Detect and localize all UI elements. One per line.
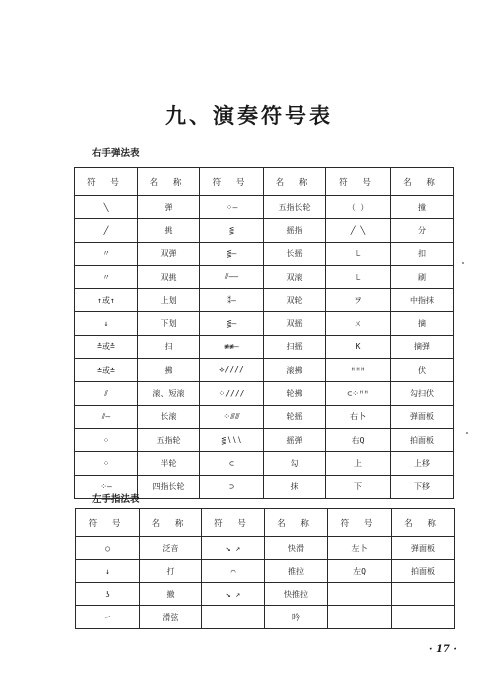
symbol-cell: ⋚ xyxy=(200,219,264,242)
name-cell: 弹 xyxy=(138,196,200,219)
name-cell: 撤 xyxy=(140,583,202,606)
name-cell: 快推拉 xyxy=(265,583,328,606)
name-cell: 长滚 xyxy=(138,405,200,428)
column-header: 符 号 xyxy=(75,168,138,196)
name-cell: 半轮 xyxy=(138,452,200,475)
column-header: 符 号 xyxy=(202,509,265,537)
table-header-row xyxy=(75,168,454,196)
name-cell: 上划 xyxy=(138,289,200,312)
page-title: 九、演奏符号表 xyxy=(165,103,333,128)
symbol-cell: ⫽— xyxy=(75,405,138,428)
page-number: · 17 · xyxy=(429,644,457,655)
symbol-cell: ⫽ xyxy=(75,382,138,405)
name-cell: 轮拂 xyxy=(264,382,326,405)
name-cell: 四指长轮 xyxy=(138,475,200,498)
name-cell: 摘弹 xyxy=(391,335,454,358)
symbol-cell: ⋚∖∖∖ xyxy=(200,428,264,451)
symbol-cell: ⋚— xyxy=(200,312,264,335)
table-row xyxy=(75,219,454,242)
name-cell: 伏 xyxy=(391,359,454,382)
name-cell: 下移 xyxy=(391,475,454,498)
symbol-cell: ⁘//// xyxy=(200,382,264,405)
name-cell: 双弹 xyxy=(138,242,200,265)
symbol-cell: ↑或↑ xyxy=(75,289,138,312)
table-row xyxy=(76,606,455,629)
name-cell: 滚、短滚 xyxy=(138,382,200,405)
name-cell: 抹 xyxy=(264,475,326,498)
name-cell: 五指长轮 xyxy=(264,196,326,219)
scan-speck xyxy=(466,432,468,434)
symbol-cell: ᴴᴴᴴ xyxy=(326,359,391,382)
symbol-cell: ⁘— xyxy=(200,196,264,219)
symbol-cell: ヲ xyxy=(326,289,391,312)
table-row xyxy=(75,382,454,405)
scan-speck xyxy=(462,262,464,264)
right-hand-section-heading: 右手弹法表 xyxy=(92,148,140,159)
symbol-cell: ⟡//// xyxy=(200,359,264,382)
name-cell: 下划 xyxy=(138,312,200,335)
name-cell: 摇弹 xyxy=(264,428,326,451)
column-header: 名 称 xyxy=(264,168,326,196)
symbol-cell: ╱ xyxy=(75,219,138,242)
symbol-cell: ↓ xyxy=(75,312,138,335)
name-cell: 扣 xyxy=(391,242,454,265)
symbol-cell: ㄨ xyxy=(326,312,391,335)
name-cell: 快滑 xyxy=(265,537,328,560)
name-cell: 扫 xyxy=(138,335,200,358)
symbol-cell: ㄧ xyxy=(76,606,140,629)
symbol-cell: ⊂ xyxy=(200,452,264,475)
symbol-cell: ⁘⫻⫻ xyxy=(200,405,264,428)
symbol-cell: 〃 xyxy=(75,242,138,265)
symbol-cell: ≢≢— xyxy=(200,335,264,358)
name-cell: 摇指 xyxy=(264,219,326,242)
symbol-cell: ㇄ xyxy=(326,265,391,288)
column-header: 名 称 xyxy=(392,509,455,537)
name-cell: 勾 xyxy=(264,452,326,475)
name-cell: 泛音 xyxy=(140,537,202,560)
symbol-cell: 右卜 xyxy=(326,405,391,428)
name-cell: 推拉 xyxy=(265,560,328,583)
symbol-cell: ⌒ xyxy=(202,560,265,583)
table-header-row xyxy=(76,509,455,537)
name-cell: 五指轮 xyxy=(138,428,200,451)
name-cell: 轮摇 xyxy=(264,405,326,428)
table-row xyxy=(75,405,454,428)
symbol-cell: 上 xyxy=(326,452,391,475)
symbol-cell xyxy=(328,606,392,629)
table-row xyxy=(75,359,454,382)
table-row xyxy=(75,452,454,475)
name-cell: 勾扫伏 xyxy=(391,382,454,405)
column-header: 符 号 xyxy=(200,168,264,196)
symbol-cell: ⊃ xyxy=(200,475,264,498)
name-cell: 拂 xyxy=(138,359,200,382)
symbol-cell: 右Q xyxy=(326,428,391,451)
column-header: 符 号 xyxy=(76,509,140,537)
name-cell: 拍面板 xyxy=(392,560,455,583)
name-cell: 挑 xyxy=(138,219,200,242)
symbol-cell: ⁘ xyxy=(75,452,138,475)
column-header: 名 称 xyxy=(391,168,454,196)
name-cell: 中指抹 xyxy=(391,289,454,312)
name-cell: 扫摇 xyxy=(264,335,326,358)
column-header: 名 称 xyxy=(140,509,202,537)
name-cell: 吟 xyxy=(265,606,328,629)
name-cell: 打 xyxy=(140,560,202,583)
symbol-cell: ╱ ╲ xyxy=(326,219,391,242)
name-cell: 滑弦 xyxy=(140,606,202,629)
name-cell: 分 xyxy=(391,219,454,242)
symbol-cell: ⁘ xyxy=(75,428,138,451)
name-cell xyxy=(392,606,455,629)
symbol-cell: ↘ ↗ xyxy=(202,537,265,560)
symbol-cell: ㇄ xyxy=(326,242,391,265)
name-cell: 摘 xyxy=(391,312,454,335)
symbol-cell: K xyxy=(326,335,391,358)
name-cell: 长摇 xyxy=(264,242,326,265)
symbol-cell: ↓ xyxy=(76,560,140,583)
right-hand-symbol-table xyxy=(74,167,454,499)
table-row xyxy=(76,560,455,583)
symbol-cell: ≐或≐ xyxy=(75,359,138,382)
name-cell: 双轮 xyxy=(264,289,326,312)
table-row xyxy=(75,265,454,288)
symbol-cell: ⁑— xyxy=(200,289,264,312)
name-cell: 弹面板 xyxy=(392,537,455,560)
left-hand-section-heading: 左手指法表 xyxy=(92,494,140,505)
symbol-cell: 左卜 xyxy=(328,537,392,560)
symbol-cell xyxy=(202,606,265,629)
name-cell: 双摇 xyxy=(264,312,326,335)
symbol-cell: ╲ xyxy=(75,196,138,219)
column-header: 名 称 xyxy=(265,509,328,537)
name-cell: 拍面板 xyxy=(391,428,454,451)
column-header: 名 称 xyxy=(138,168,200,196)
table-row xyxy=(75,242,454,265)
symbol-cell: ⫽—— xyxy=(200,265,264,288)
symbol-cell: ⊂⁘ᴴᴴ xyxy=(326,382,391,405)
table-row xyxy=(75,335,454,358)
symbol-cell: 左Q xyxy=(328,560,392,583)
name-cell: 弹面板 xyxy=(391,405,454,428)
name-cell: 双滚 xyxy=(264,265,326,288)
left-hand-symbol-table xyxy=(75,508,455,629)
table-row xyxy=(75,428,454,451)
symbol-cell: （ ） xyxy=(326,196,391,219)
symbol-cell: ↘ ↗ xyxy=(202,583,265,606)
name-cell: 刷 xyxy=(391,265,454,288)
table-row xyxy=(76,537,455,560)
name-cell: 滚拂 xyxy=(264,359,326,382)
table-row xyxy=(75,312,454,335)
symbol-cell: ○ xyxy=(76,537,140,560)
name-cell xyxy=(392,583,455,606)
symbol-cell xyxy=(328,583,392,606)
symbol-cell: ≛或≛ xyxy=(75,335,138,358)
column-header: 符 号 xyxy=(326,168,391,196)
symbol-cell: ⁘— xyxy=(75,475,138,498)
table-row xyxy=(75,289,454,312)
column-header: 符 号 xyxy=(328,509,392,537)
name-cell: 上移 xyxy=(391,452,454,475)
name-cell: 双挑 xyxy=(138,265,200,288)
symbol-cell: 〃 xyxy=(75,265,138,288)
symbol-cell: ⋚— xyxy=(200,242,264,265)
symbol-cell: 下 xyxy=(326,475,391,498)
name-cell: 撞 xyxy=(391,196,454,219)
table-row xyxy=(76,583,455,606)
table-row xyxy=(75,196,454,219)
symbol-cell: ʖ xyxy=(76,583,140,606)
